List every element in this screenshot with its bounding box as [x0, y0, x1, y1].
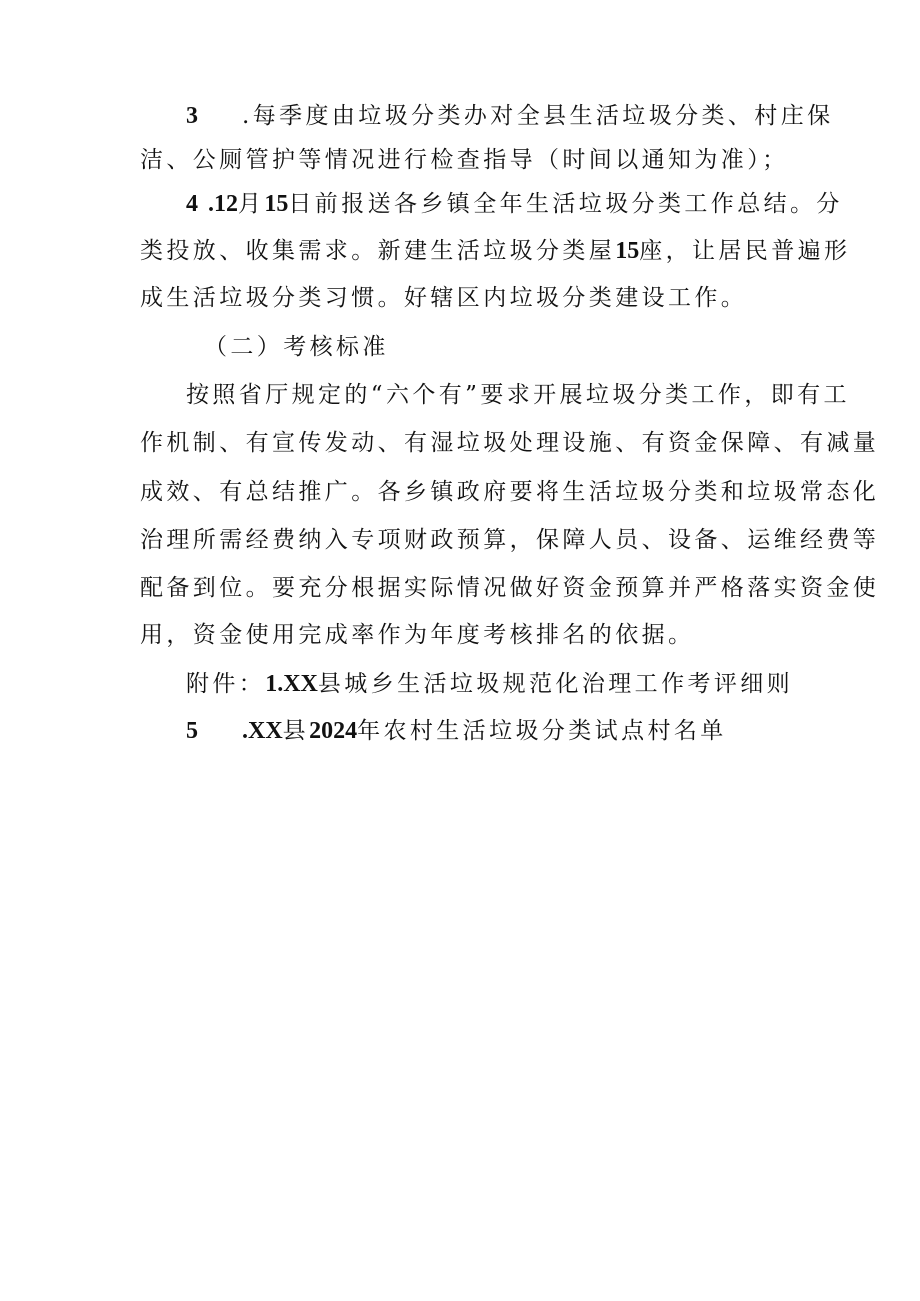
standard-line-1: 按照省厅规定的“六个有”要求开展垃圾分类工作，即有工	[186, 382, 850, 408]
attachment-2-county: 县	[282, 718, 310, 744]
standard-line-2: 作机制、有宣传发动、有湿垃圾处理设施、有资金保障、有减量	[140, 430, 880, 456]
item-4-line-1	[186, 189, 843, 219]
item-4-line-3: 成生活垃圾分类习惯。好辖区内垃圾分类建设工作。	[140, 285, 748, 311]
attachment-2-title: 年农村生活垃圾分类试点村名单	[357, 718, 727, 744]
item-4-text-1: 日前报送各乡镇全年生活垃圾分类工作总结。分	[288, 191, 843, 217]
item-3-number: 3	[186, 103, 198, 129]
item-4-count: 15	[615, 238, 640, 264]
standard-line-4: 治理所需经费纳入专项财政预算，保障人员、设备、运维经费等	[140, 527, 880, 553]
item-4-line-2	[140, 236, 851, 266]
item-4-text-2b: 座，让居民普遍形	[639, 238, 851, 264]
item-3-text-1: .每季度由垃圾分类办对全县生活垃圾分类、村庄保	[242, 103, 834, 129]
attachment-line-1	[186, 669, 836, 699]
attachment-label: 附件：	[186, 671, 266, 697]
attachment-2-number: 5	[186, 718, 198, 744]
section-heading: （二）考核标准	[204, 334, 389, 360]
item-4-date-month: 月	[238, 191, 265, 217]
item-4-date-prefix: .12	[208, 191, 238, 217]
item-3-line-1	[186, 101, 836, 131]
standard-line-6: 用，资金使用完成率作为年度考核排名的依据。	[140, 622, 695, 648]
standard-line-3: 成效、有总结推广。各乡镇政府要将生活垃圾分类和垃圾常态化	[140, 479, 880, 505]
attachment-1-title: 县城乡生活垃圾规范化治理工作考评细则	[317, 671, 794, 697]
item-4-date-day: 15	[264, 191, 289, 217]
standard-line-5: 配备到位。要充分根据实际情况做好资金预算并严格落实资金使	[140, 575, 880, 601]
attachment-2-year: 2024	[309, 718, 358, 744]
attachment-line-2	[186, 716, 836, 746]
item-4-number: 4	[186, 191, 198, 217]
attachment-1-number: 1.XX	[265, 671, 318, 697]
item-4-text-2a: 类投放、收集需求。新建生活垃圾分类屋	[140, 238, 616, 264]
item-3-line-2: 洁、公厕管护等情况进行检查指导（时间以通知为准）；	[140, 147, 789, 173]
attachment-2-code: .XX	[242, 718, 283, 744]
